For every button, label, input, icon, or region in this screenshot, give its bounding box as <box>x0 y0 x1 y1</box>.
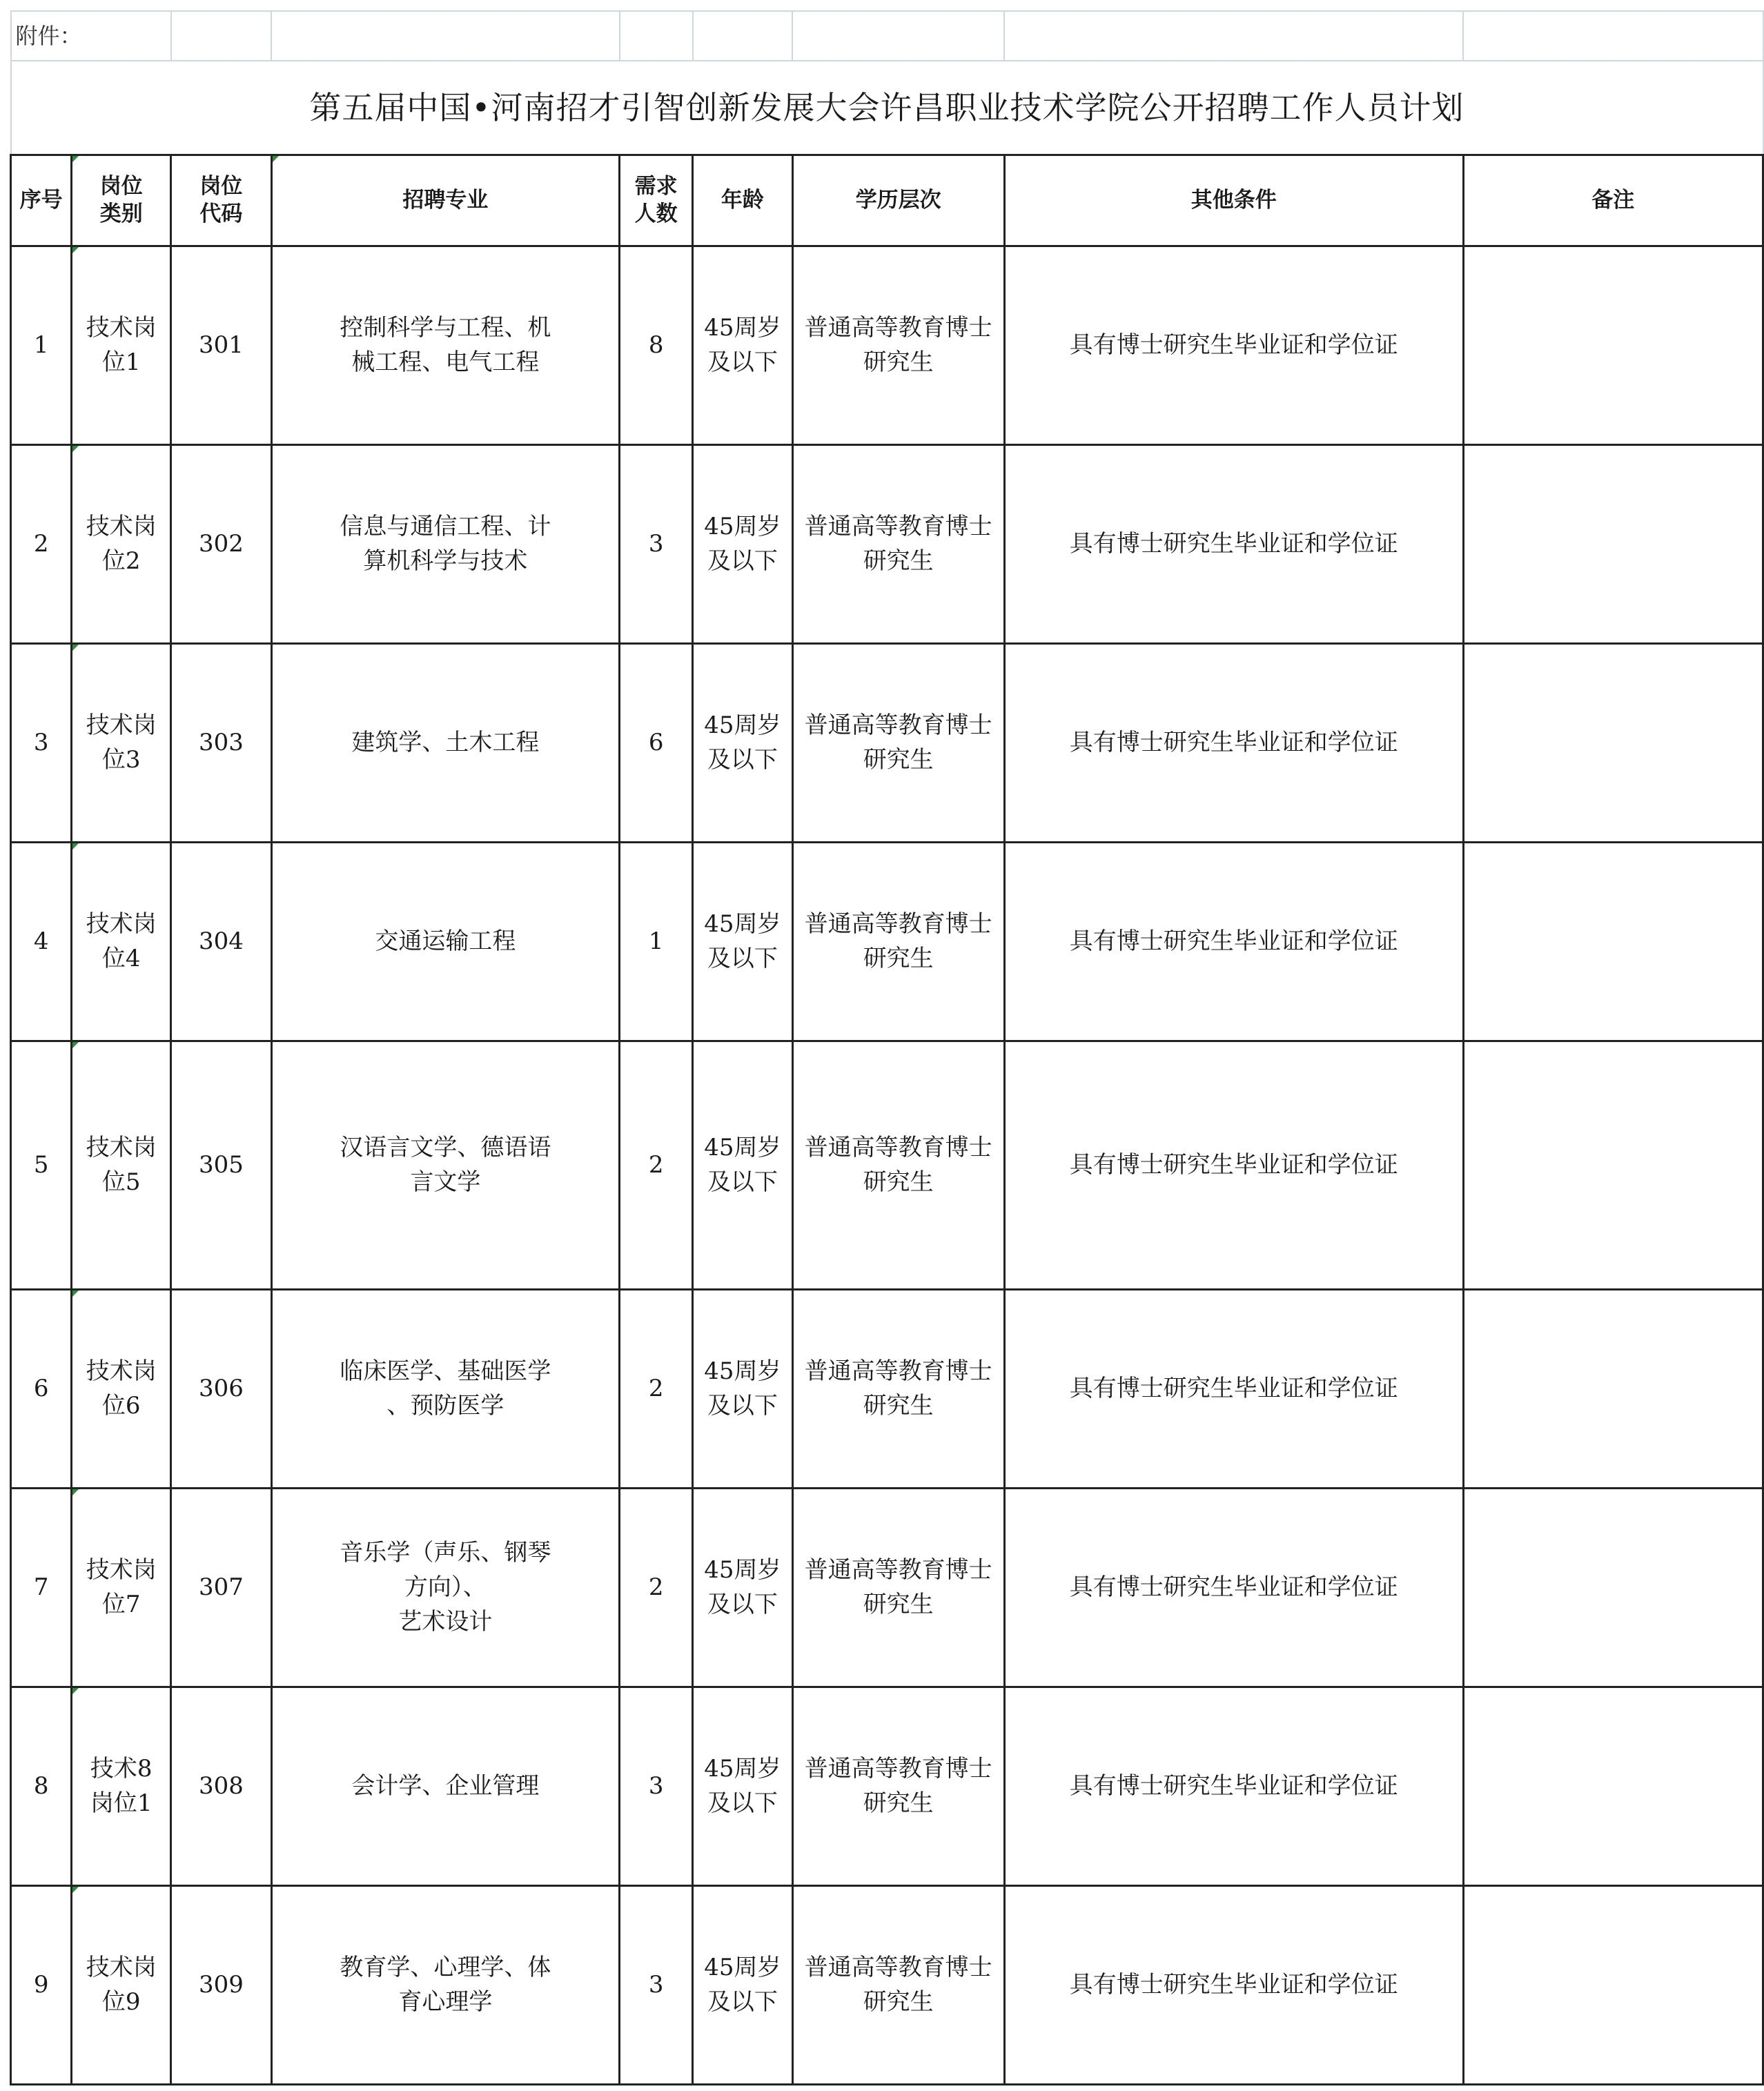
age-line2: 及以下 <box>707 746 778 774</box>
age-cell <box>693 643 792 842</box>
remarks-cell <box>1463 842 1763 1041</box>
education-line2: 研究生 <box>863 1168 934 1196</box>
category-line2: 位3 <box>101 746 141 774</box>
major-cell <box>271 842 619 1041</box>
code-cell: 302 <box>171 444 272 643</box>
category-line2: 位5 <box>101 1168 141 1196</box>
header-row <box>11 155 1763 246</box>
header-education: 学历层次 <box>792 155 1004 246</box>
age-line1: 45周岁 <box>704 910 781 938</box>
empty-cell <box>171 11 272 61</box>
table-row-4 <box>11 842 1763 1041</box>
category-line2: 岗位1 <box>90 1789 153 1817</box>
age-cell <box>693 1041 792 1289</box>
education-line1: 普通高等教育博士 <box>804 711 992 739</box>
category-line2: 位4 <box>101 945 141 972</box>
education-cell <box>792 1041 1004 1289</box>
major-cell <box>271 444 619 643</box>
page-title: 第五届中国•河南招才引智创新发展大会许昌职业技术学院公开招聘工作人员计划 <box>11 61 1763 155</box>
code-cell: 306 <box>171 1289 272 1488</box>
code-cell: 309 <box>171 1885 272 2084</box>
major-cell <box>271 1885 619 2084</box>
remarks-cell <box>1463 246 1763 444</box>
category-cell <box>72 1289 171 1488</box>
category-line2: 位2 <box>101 547 141 575</box>
category-line2: 位1 <box>101 348 141 376</box>
category-line2: 位7 <box>101 1591 141 1618</box>
header-other-conditions: 其他条件 <box>1004 155 1463 246</box>
header-count-line1: 需求 <box>634 174 678 199</box>
code-cell: 304 <box>171 842 272 1041</box>
age-line1: 45周岁 <box>704 513 781 540</box>
remarks-cell <box>1463 444 1763 643</box>
table-row-8 <box>11 1687 1763 1885</box>
seq-cell: 2 <box>11 444 72 643</box>
empty-cell <box>792 11 1004 61</box>
education-line2: 研究生 <box>863 746 934 774</box>
major-line1: 教育学、心理学、体 <box>340 1954 551 1981</box>
seq-cell: 3 <box>11 643 72 842</box>
remarks-cell <box>1463 1687 1763 1885</box>
major-line1: 音乐学（声乐、钢琴 <box>340 1539 551 1567</box>
age-line1: 45周岁 <box>704 1556 781 1584</box>
remarks-cell <box>1463 1289 1763 1488</box>
empty-cell <box>271 11 619 61</box>
attachment-label: 附件： <box>11 11 171 61</box>
other-conditions-cell: 具有博士研究生毕业证和学位证 <box>1004 1885 1463 2084</box>
major-line1: 汉语言文学、德语语 <box>340 1134 551 1161</box>
remarks-cell <box>1463 1488 1763 1687</box>
education-cell <box>792 1289 1004 1488</box>
major-line1: 会计学、企业管理 <box>351 1772 540 1800</box>
category-line1: 技术8 <box>90 1755 153 1783</box>
education-cell <box>792 1488 1004 1687</box>
major-cell <box>271 1488 619 1687</box>
code-cell: 307 <box>171 1488 272 1687</box>
other-conditions-cell: 具有博士研究生毕业证和学位证 <box>1004 842 1463 1041</box>
seq-cell: 1 <box>11 246 72 444</box>
category-line1: 技术岗 <box>86 1556 157 1584</box>
age-line2: 及以下 <box>707 1789 778 1817</box>
major-line2: 算机科学与技术 <box>363 547 528 575</box>
age-line2: 及以下 <box>707 547 778 575</box>
major-line2: 育心理学 <box>398 1988 493 2016</box>
major-line1: 控制科学与工程、机 <box>340 314 551 342</box>
count-cell: 1 <box>620 842 693 1041</box>
category-cell <box>72 1687 171 1885</box>
age-cell <box>693 1488 792 1687</box>
table-row-9 <box>11 1885 1763 2084</box>
title-row <box>11 61 1763 155</box>
age-line2: 及以下 <box>707 945 778 972</box>
category-line1: 技术岗 <box>86 314 157 342</box>
other-conditions-cell: 具有博士研究生毕业证和学位证 <box>1004 1289 1463 1488</box>
header-code-line2: 代码 <box>199 202 243 226</box>
education-line2: 研究生 <box>863 348 934 376</box>
other-conditions-cell: 具有博士研究生毕业证和学位证 <box>1004 643 1463 842</box>
education-cell <box>792 1885 1004 2084</box>
table-row-3 <box>11 643 1763 842</box>
category-line1: 技术岗 <box>86 1134 157 1161</box>
code-cell: 303 <box>171 643 272 842</box>
major-line1: 建筑学、土木工程 <box>351 729 540 756</box>
age-line1: 45周岁 <box>704 711 781 739</box>
major-line1: 信息与通信工程、计 <box>340 513 551 540</box>
empty-cell <box>693 11 792 61</box>
seq-cell: 5 <box>11 1041 72 1289</box>
code-cell: 308 <box>171 1687 272 1885</box>
header-category <box>72 155 171 246</box>
education-cell <box>792 643 1004 842</box>
category-cell <box>72 842 171 1041</box>
header-count <box>620 155 693 246</box>
major-line2: 、预防医学 <box>386 1392 504 1420</box>
data-rows <box>11 246 1763 2084</box>
seq-cell: 8 <box>11 1687 72 1885</box>
education-cell <box>792 246 1004 444</box>
major-line3: 艺术设计 <box>398 1608 493 1636</box>
education-line1: 普通高等教育博士 <box>804 314 992 342</box>
major-cell <box>271 1289 619 1488</box>
education-cell <box>792 842 1004 1041</box>
table-row-1 <box>11 246 1763 444</box>
age-line1: 45周岁 <box>704 1755 781 1783</box>
age-cell <box>693 1289 792 1488</box>
age-line2: 及以下 <box>707 348 778 376</box>
category-cell <box>72 1041 171 1289</box>
age-line2: 及以下 <box>707 1591 778 1618</box>
seq-cell: 7 <box>11 1488 72 1687</box>
category-cell <box>72 643 171 842</box>
seq-cell: 6 <box>11 1289 72 1488</box>
education-line1: 普通高等教育博士 <box>804 513 992 540</box>
major-cell <box>271 1687 619 1885</box>
header-category-line2: 类别 <box>99 202 143 226</box>
education-line2: 研究生 <box>863 547 934 575</box>
education-line1: 普通高等教育博士 <box>804 1556 992 1584</box>
header-age: 年龄 <box>693 155 792 246</box>
education-line1: 普通高等教育博士 <box>804 1755 992 1783</box>
header-count-line2: 人数 <box>634 202 678 226</box>
education-line1: 普通高等教育博士 <box>804 1954 992 1981</box>
seq-cell: 4 <box>11 842 72 1041</box>
count-cell: 6 <box>620 643 693 842</box>
seq-cell: 9 <box>11 1885 72 2084</box>
header-major: 招聘专业 <box>271 155 619 246</box>
major-cell <box>271 1041 619 1289</box>
count-cell: 2 <box>620 1041 693 1289</box>
major-line1: 交通运输工程 <box>375 927 516 955</box>
category-line2: 位6 <box>101 1392 141 1420</box>
age-line1: 45周岁 <box>704 1954 781 1981</box>
category-cell <box>72 246 171 444</box>
age-cell <box>693 1687 792 1885</box>
empty-cell <box>620 11 693 61</box>
category-line1: 技术岗 <box>86 1954 157 1981</box>
category-line1: 技术岗 <box>86 513 157 540</box>
remarks-cell <box>1463 643 1763 842</box>
age-line2: 及以下 <box>707 1392 778 1420</box>
other-conditions-cell: 具有博士研究生毕业证和学位证 <box>1004 246 1463 444</box>
count-cell: 2 <box>620 1488 693 1687</box>
education-line2: 研究生 <box>863 1789 934 1817</box>
category-line1: 技术岗 <box>86 1357 157 1385</box>
category-line1: 技术岗 <box>86 910 157 938</box>
remarks-cell <box>1463 1041 1763 1289</box>
major-line1: 临床医学、基础医学 <box>340 1357 551 1385</box>
major-cell <box>271 643 619 842</box>
header-remarks: 备注 <box>1463 155 1763 246</box>
empty-cell <box>1004 11 1463 61</box>
other-conditions-cell: 具有博士研究生毕业证和学位证 <box>1004 1687 1463 1885</box>
age-line2: 及以下 <box>707 1168 778 1196</box>
table-row-6 <box>11 1289 1763 1488</box>
category-cell <box>72 1488 171 1687</box>
empty-cell <box>1463 11 1763 61</box>
count-cell: 3 <box>620 1687 693 1885</box>
category-cell <box>72 444 171 643</box>
education-line1: 普通高等教育博士 <box>804 1357 992 1385</box>
age-cell <box>693 1885 792 2084</box>
category-line2: 位9 <box>101 1988 141 2016</box>
major-line2: 方向）、 <box>404 1573 487 1601</box>
other-conditions-cell: 具有博士研究生毕业证和学位证 <box>1004 444 1463 643</box>
major-cell <box>271 246 619 444</box>
education-cell <box>792 444 1004 643</box>
table-row-5 <box>11 1041 1763 1289</box>
education-cell <box>792 1687 1004 1885</box>
other-conditions-cell: 具有博士研究生毕业证和学位证 <box>1004 1041 1463 1289</box>
education-line2: 研究生 <box>863 945 934 972</box>
count-cell: 3 <box>620 1885 693 2084</box>
remarks-cell <box>1463 1885 1763 2084</box>
recruitment-plan-table <box>10 10 1764 2085</box>
age-cell <box>693 246 792 444</box>
attachment-row <box>11 11 1763 61</box>
major-line2: 言文学 <box>410 1168 481 1196</box>
major-line2: 械工程、电气工程 <box>351 348 540 376</box>
header-category-line1: 岗位 <box>99 174 143 199</box>
education-line1: 普通高等教育博士 <box>804 910 992 938</box>
other-conditions-cell: 具有博士研究生毕业证和学位证 <box>1004 1488 1463 1687</box>
count-cell: 3 <box>620 444 693 643</box>
age-line1: 45周岁 <box>704 1134 781 1161</box>
table-row-7 <box>11 1488 1763 1687</box>
age-line1: 45周岁 <box>704 314 781 342</box>
header-code-line1: 岗位 <box>199 174 243 199</box>
age-line1: 45周岁 <box>704 1357 781 1385</box>
education-line1: 普通高等教育博士 <box>804 1134 992 1161</box>
education-line2: 研究生 <box>863 1988 934 2016</box>
code-cell: 305 <box>171 1041 272 1289</box>
count-cell: 8 <box>620 246 693 444</box>
table-row-2 <box>11 444 1763 643</box>
education-line2: 研究生 <box>863 1591 934 1618</box>
age-cell <box>693 842 792 1041</box>
age-line2: 及以下 <box>707 1988 778 2016</box>
education-line2: 研究生 <box>863 1392 934 1420</box>
code-cell: 301 <box>171 246 272 444</box>
category-line1: 技术岗 <box>86 711 157 739</box>
header-seq: 序号 <box>11 155 72 246</box>
count-cell: 2 <box>620 1289 693 1488</box>
age-cell <box>693 444 792 643</box>
header-code <box>171 155 272 246</box>
category-cell <box>72 1885 171 2084</box>
